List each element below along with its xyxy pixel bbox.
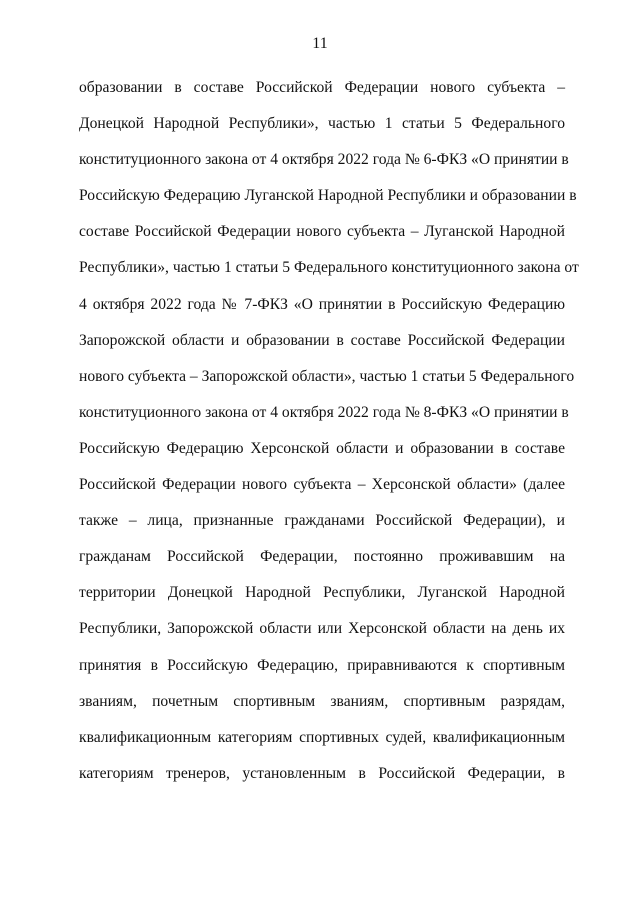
- text-line: конституционного закона от 4 октября 2022 года № 8-ФКЗ «О принятии в: [79, 403, 569, 421]
- text-line: нового субъекта – Запорожской области», частью 1 статьи 5 Федерального: [79, 367, 575, 385]
- text-line: гражданам Российской Федерации, постоянно проживавшим на: [79, 548, 565, 566]
- text-line: 4 октября 2022 года № 7-ФКЗ «О принятии в Российскую Федерацию: [79, 295, 565, 313]
- text-line: также – лица, признанные гражданами Российской Федерации), и: [79, 512, 565, 530]
- text-line: Российскую Федерацию Луганской Народной Республики и образовании в: [79, 187, 577, 205]
- text-line: категориям тренеров, установленным в Российской Федерации, в: [79, 764, 565, 782]
- text-line: званиям, почетным спортивным званиям, спортивным разрядам,: [79, 692, 565, 710]
- body-text: [79, 78, 579, 800]
- text-line: Российскую Федерацию Херсонской области и образовании в составе: [79, 439, 565, 457]
- text-line: Республики», частью 1 статьи 5 Федерального конституционного закона от: [79, 259, 579, 277]
- page-number: 11: [312, 35, 328, 52]
- text-line: составе Российской Федерации нового субъекта – Луганской Народной: [79, 223, 565, 241]
- text-line: квалификационным категориям спортивных судей, квалификационным: [79, 728, 565, 746]
- text-line: Донецкой Народной Республики», частью 1 статьи 5 Федерального: [79, 115, 565, 133]
- text-line: конституционного закона от 4 октября 2022 года № 6-ФКЗ «О принятии в: [79, 151, 569, 169]
- text-line: образовании в составе Российской Федерации нового субъекта –: [79, 79, 565, 96]
- text-line: территории Донецкой Народной Республики, Луганской Народной: [79, 584, 565, 602]
- text-line: принятия в Российскую Федерацию, приравниваются к спортивным: [79, 656, 565, 674]
- text-line: Российской Федерации нового субъекта – Херсонской области» (далее: [79, 476, 565, 494]
- text-line: Республики, Запорожской области или Херсонской области на день их: [79, 620, 565, 638]
- text-line: Запорожской области и образовании в составе Российской Федерации: [79, 331, 565, 349]
